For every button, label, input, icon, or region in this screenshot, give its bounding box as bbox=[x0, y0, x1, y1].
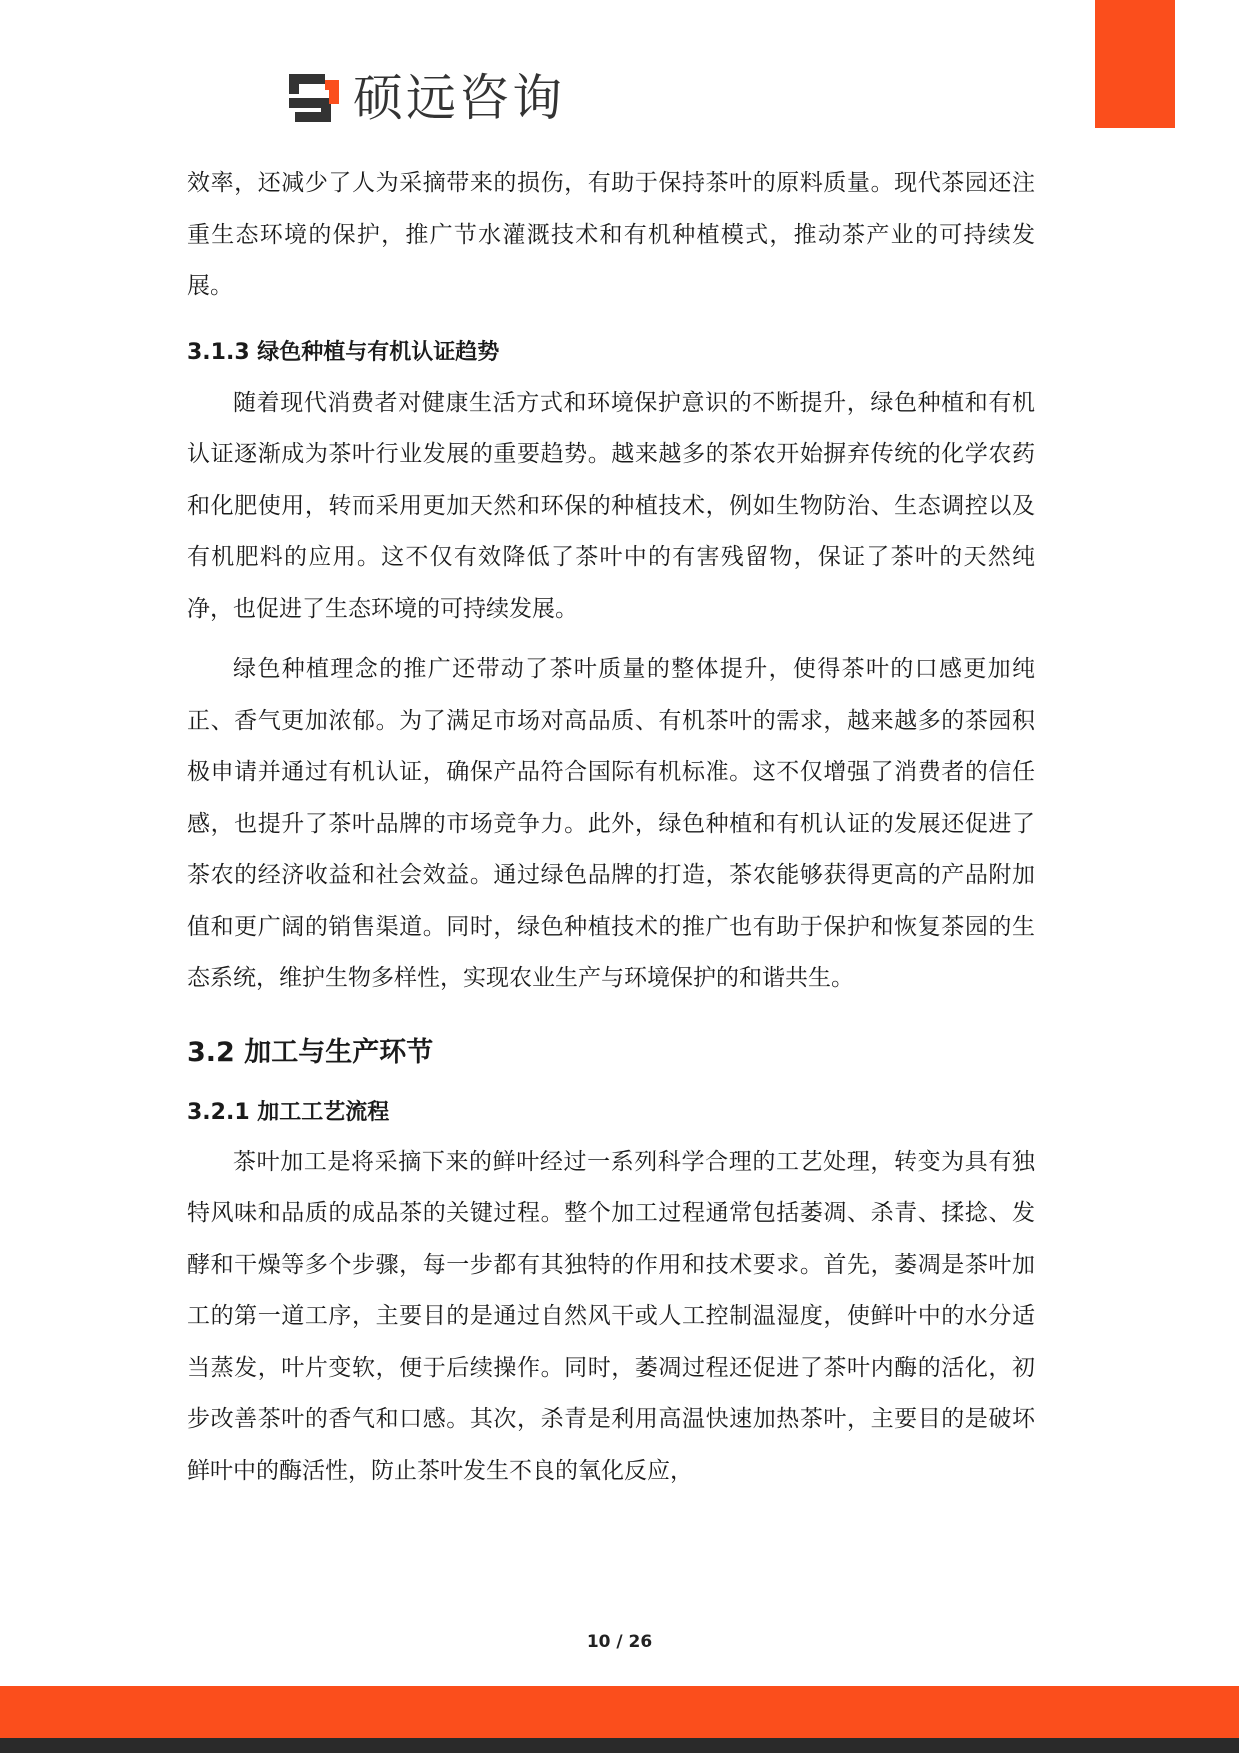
paragraph: 随着现代消费者对健康生活方式和环境保护意识的不断提升，绿色种植和有机认证逐渐成为茶叶行业发展的重要趋势。越来越多的茶农开始摒弃传统的化学农药和化肥使用，转而采用更加天然和环保的种植技术，例如生物防治、生态调控以及有机肥料的应用。这不仅有效降低了茶叶中的有害残留物，保证了茶叶的天然纯净，也促进了生态环境的可持续发展。 bbox=[187, 389, 1035, 622]
paragraph: 茶叶加工是将采摘下来的鲜叶经过一系列科学合理的工艺处理，转变为具有独特风味和品质的成品茶的关键过程。整个加工过程通常包括萎凋、杀青、揉捻、发酵和干燥等多个步骤，每一步都有其独特的作用和技术要求。首先，萎凋是茶叶加工的第一道工序，主要目的是通过自然风干或人工控制温湿度，使鲜叶中的水分适当蒸发，叶片变软，便于后续操作。同时，萎凋过程还促进了茶叶内酶的活化，初步改善茶叶的香气和口感。其次，杀青是利用高温快速加热茶叶，主要目的是破坏鲜叶中的酶活性，防止茶叶发生不良的氧化反应， bbox=[187, 1148, 1035, 1484]
logo-mark-icon bbox=[285, 70, 343, 126]
page-number: 10 / 26 bbox=[586, 1632, 653, 1652]
paragraph: 效率，还减少了人为采摘带来的损伤，有助于保持茶叶的原料质量。现代茶园还注重生态环境的保护，推广节水灌溉技术和有机种植模式，推动茶产业的可持续发展。 bbox=[187, 170, 1035, 299]
header-corner-tab bbox=[1095, 0, 1175, 128]
paragraph: 绿色种植理念的推广还带动了茶叶质量的整体提升，使得茶叶的口感更加纯正、香气更加浓郁。为了满足市场对高品质、有机茶叶的需求，越来越多的茶园积极申请并通过有机认证，确保产品符合国际有机标准。这不仅增强了消费者的信任感，也提升了茶叶品牌的市场竞争力。此外，绿色种植和有机认证的发展还促进了茶农的经济收益和社会效益。通过绿色品牌的打造，茶农能够获得更高的产品附加值和更广阔的销售渠道。同时，绿色种植技术的推广也有助于保护和恢复茶园的生态系统，维护生物多样性，实现农业生产与环境保护的和谐共生。 bbox=[187, 656, 1035, 991]
footer-bar bbox=[0, 1686, 1239, 1738]
logo-text: 硕远咨询 bbox=[353, 69, 565, 127]
section-heading-3-2: 3.2 加工与生产环节 bbox=[187, 1036, 434, 1068]
section-heading-3-2-1: 3.2.1 加工工艺流程 bbox=[187, 1099, 390, 1125]
page-content bbox=[187, 158, 1035, 1497]
section-heading-3-1-3: 3.1.3 绿色种植与有机认证趋势 bbox=[187, 339, 500, 365]
company-logo bbox=[285, 68, 565, 128]
footer-line bbox=[0, 1738, 1239, 1753]
